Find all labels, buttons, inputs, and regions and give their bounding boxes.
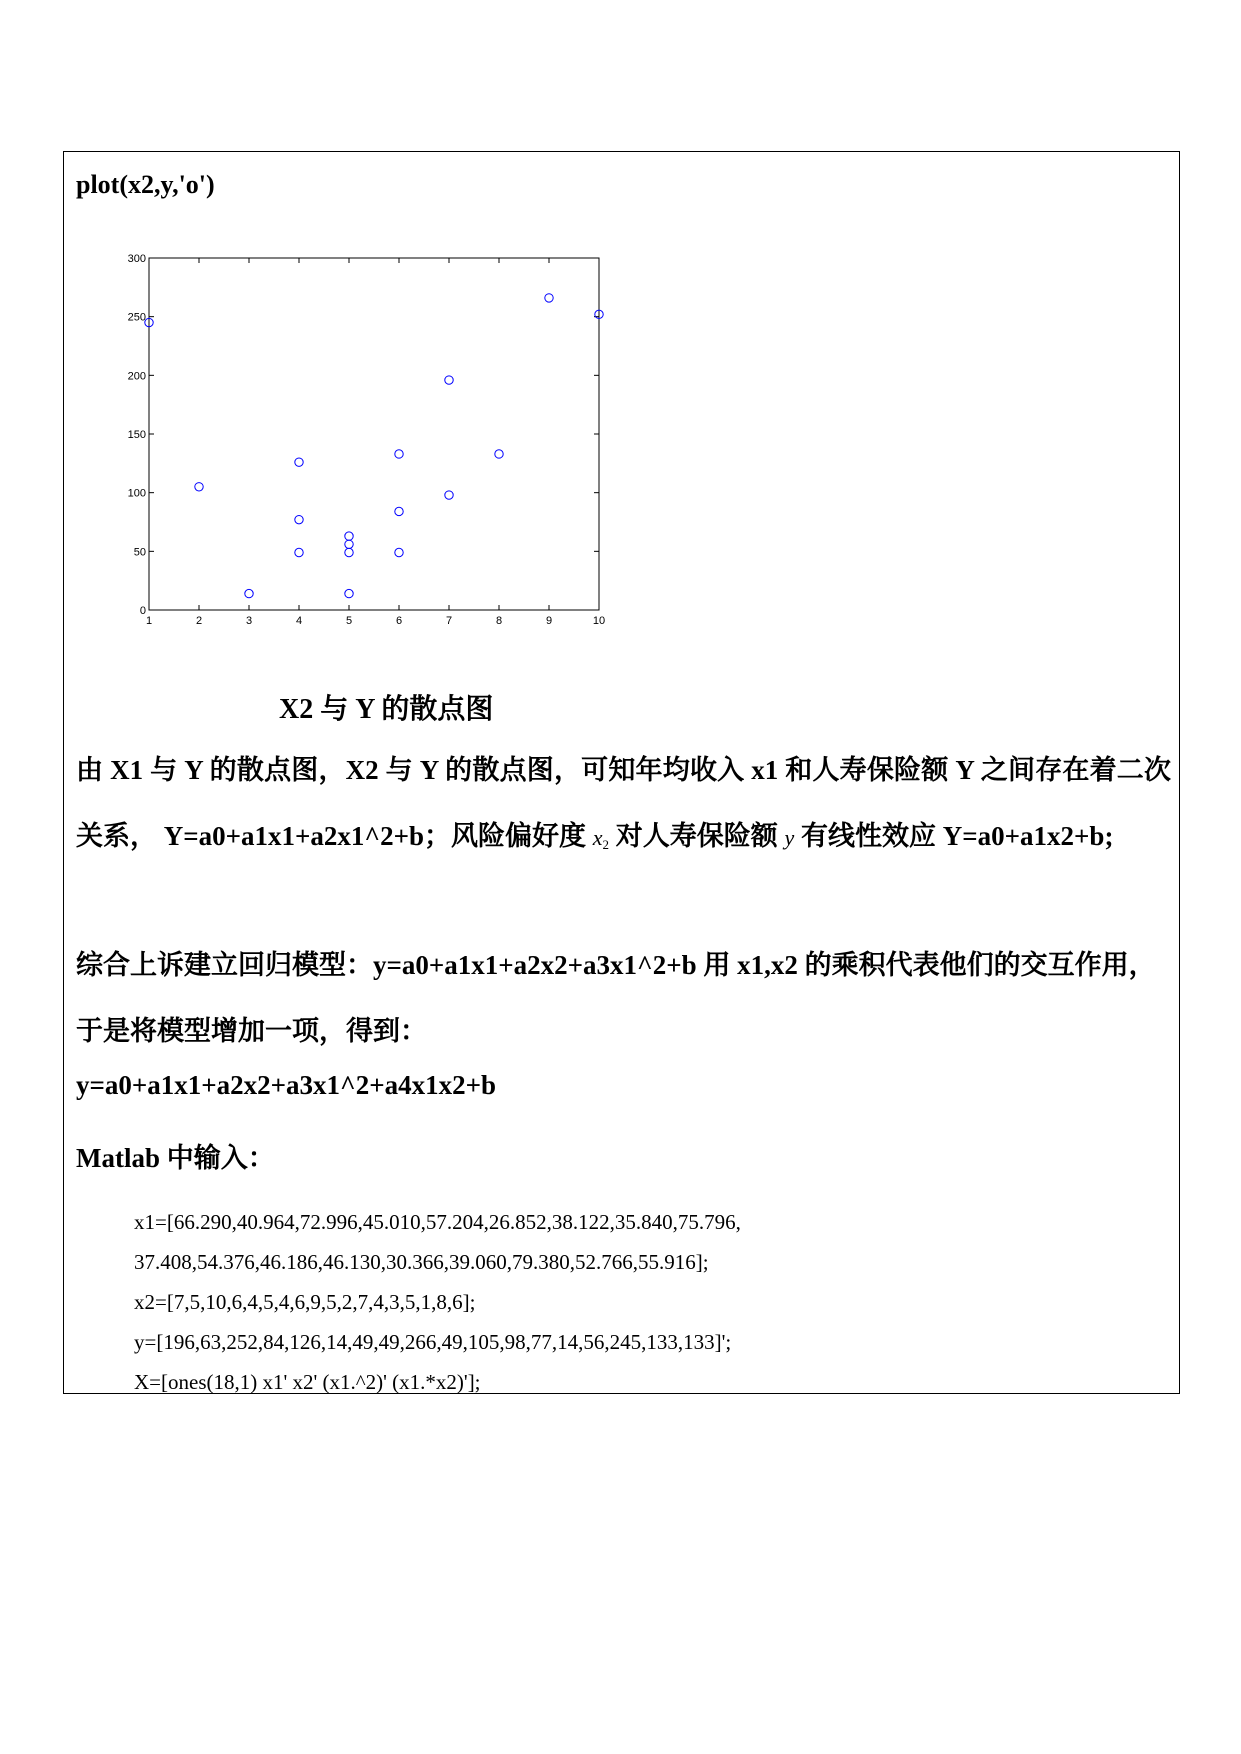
x-tick-label: 1 [145, 615, 153, 627]
x2-symbol [593, 825, 609, 850]
data-point [295, 548, 303, 556]
paragraph-text-1: 由 X1 与 Y 的散点图，X2 与 Y 的散点图，可知年均收入 x1 和人寿保险额 Y 之间存在着二次关系， Y=a0+a1x1+a2x1^2+b；风险偏好度 [76, 755, 1171, 851]
data-point [395, 450, 403, 458]
figure-caption: X2 与 Y 的散点图 [279, 694, 494, 725]
code-line: x1=[66.290,40.964,72.996,45.010,57.204,26.852,38.122,35.840,75.796, [134, 1210, 741, 1234]
x-tick-label: 7 [445, 615, 453, 627]
x-tick-label: 4 [295, 615, 303, 627]
data-point [245, 589, 253, 597]
code-line: x2=[7,5,10,6,4,5,4,6,9,5,2,7,4,3,5,1,8,6]; [134, 1290, 476, 1314]
data-point [345, 540, 353, 548]
final-equation: y=a0+a1x1+a2x2+a3x1^2+a4x1x2+b [76, 1070, 497, 1100]
data-point [345, 548, 353, 556]
x-tick-label: 10 [592, 615, 606, 627]
y-tick-label: 0 [139, 605, 146, 617]
data-point [295, 515, 303, 523]
x-tick-label: 8 [495, 615, 503, 627]
data-point [395, 548, 403, 556]
x-tick-label: 3 [245, 615, 253, 627]
plot-command: plot(x2,y,'o') [76, 170, 215, 199]
x2-subscript: 2 [602, 837, 610, 852]
analysis-paragraph [76, 737, 1171, 878]
y-tick-label: 200 [127, 370, 146, 383]
data-point [345, 532, 353, 540]
data-point [495, 450, 503, 458]
data-point [545, 294, 553, 302]
data-point [445, 376, 453, 384]
y-tick-label: 250 [127, 311, 146, 324]
x-tick-label: 5 [345, 615, 353, 627]
model-paragraph: 综合上诉建立回归模型：y=a0+a1x1+a2x2+a3x1^2+b 用 x1,x2 的乘积代表他们的交互作用，于是将模型增加一项，得到： [76, 950, 1156, 1046]
data-point [345, 589, 353, 597]
y-symbol: y [784, 825, 795, 850]
code-line: 37.408,54.376,46.186,46.130,30.366,39.060,79.380,52.766,55.916]; [134, 1250, 709, 1274]
y-tick-label: 100 [127, 487, 146, 500]
matlab-code-block [134, 1202, 741, 1402]
y-tick-label: 50 [133, 546, 146, 559]
matlab-heading: Matlab 中输入： [76, 1143, 275, 1173]
content-frame [63, 151, 1180, 1394]
plot-axes-box [149, 258, 599, 610]
paragraph-text-2: 对人寿保险额 [609, 821, 785, 851]
code-line: y=[196,63,252,84,126,14,49,49,266,49,105,98,77,14,56,245,133,133]'; [134, 1330, 732, 1354]
y-tick-label: 150 [127, 429, 146, 441]
data-point [195, 483, 203, 491]
x-tick-label: 6 [395, 615, 403, 627]
scatter-plot [119, 244, 679, 684]
paragraph-text-3: 有线性效应 Y=a0+a1x2+b; [794, 821, 1114, 851]
data-point [295, 458, 303, 466]
data-point [395, 507, 403, 515]
y-tick-label: 300 [127, 253, 146, 265]
code-line: X=[ones(18,1) x1' x2' (x1.^2)' (x1.*x2)']; [134, 1370, 481, 1394]
data-point [445, 491, 453, 499]
x2-letter: x [592, 825, 603, 850]
x-tick-label: 9 [545, 615, 553, 627]
x-tick-label: 2 [195, 615, 203, 627]
